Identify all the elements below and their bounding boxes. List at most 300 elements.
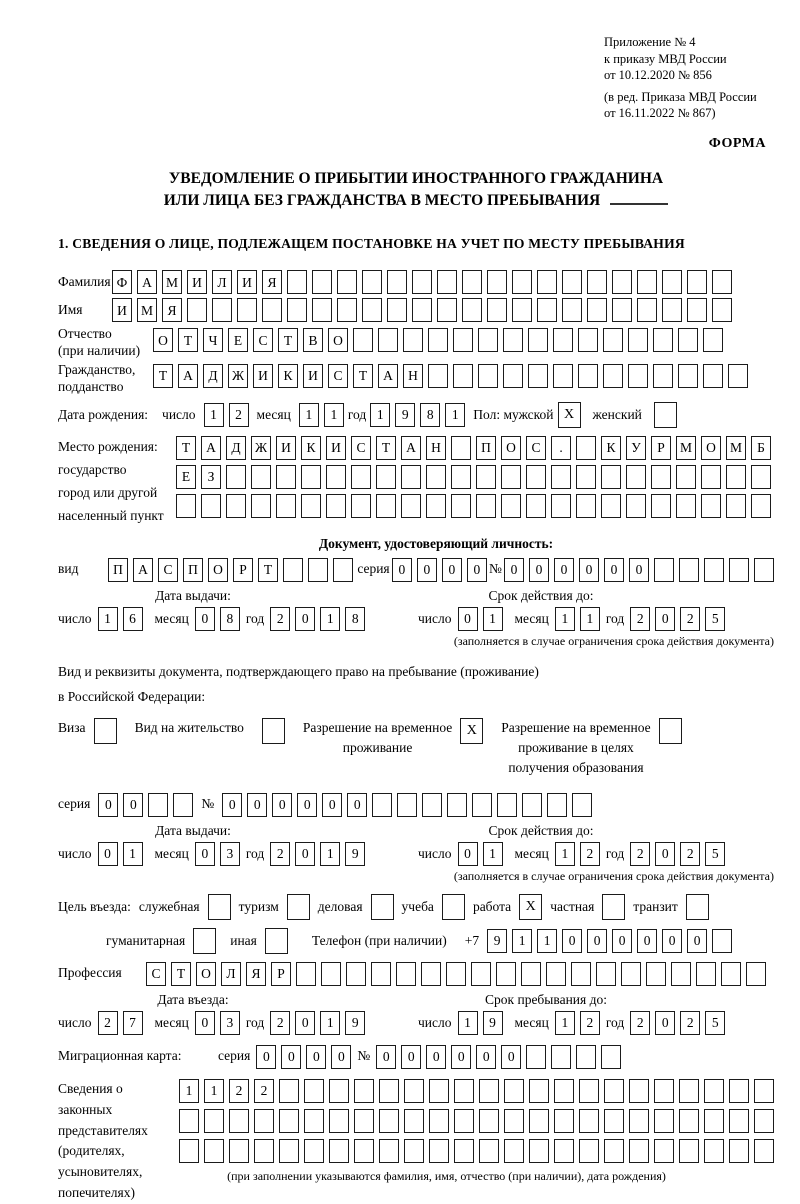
- char-box[interactable]: [626, 465, 646, 489]
- char-box[interactable]: [312, 298, 332, 322]
- char-box[interactable]: [551, 494, 571, 518]
- char-box[interactable]: [351, 465, 371, 489]
- char-box[interactable]: 9: [483, 1011, 503, 1035]
- char-box[interactable]: [179, 1139, 199, 1163]
- char-box[interactable]: [354, 1139, 374, 1163]
- char-box[interactable]: М: [676, 436, 696, 460]
- char-box[interactable]: 5: [705, 1011, 725, 1035]
- char-box[interactable]: 0: [306, 1045, 326, 1069]
- char-box[interactable]: 0: [347, 793, 367, 817]
- char-box[interactable]: [476, 465, 496, 489]
- char-box[interactable]: [337, 298, 357, 322]
- char-box[interactable]: [603, 328, 623, 352]
- char-box[interactable]: Б: [751, 436, 771, 460]
- char-box[interactable]: [362, 270, 382, 294]
- char-box[interactable]: [571, 962, 591, 986]
- char-box[interactable]: [654, 558, 674, 582]
- char-box[interactable]: [179, 1109, 199, 1133]
- char-box[interactable]: А: [133, 558, 153, 582]
- char-box[interactable]: 0: [376, 1045, 396, 1069]
- char-box[interactable]: 7: [123, 1011, 143, 1035]
- char-box[interactable]: 0: [295, 607, 315, 631]
- char-box[interactable]: 1: [179, 1079, 199, 1103]
- char-box[interactable]: [602, 894, 625, 920]
- char-box[interactable]: П: [108, 558, 128, 582]
- char-box[interactable]: [479, 1079, 499, 1103]
- char-box[interactable]: [304, 1139, 324, 1163]
- char-box[interactable]: [562, 270, 582, 294]
- char-box[interactable]: [576, 436, 596, 460]
- char-box[interactable]: И: [326, 436, 346, 460]
- char-box[interactable]: [526, 1045, 546, 1069]
- char-box[interactable]: 1: [445, 403, 465, 427]
- char-box[interactable]: [337, 270, 357, 294]
- char-box[interactable]: 1: [98, 607, 118, 631]
- char-box[interactable]: 1: [204, 403, 224, 427]
- char-box[interactable]: А: [401, 436, 421, 460]
- char-box[interactable]: 9: [345, 842, 365, 866]
- char-box[interactable]: [276, 494, 296, 518]
- char-box[interactable]: [686, 894, 709, 920]
- char-box[interactable]: [148, 793, 168, 817]
- char-box[interactable]: Ж: [251, 436, 271, 460]
- char-box[interactable]: [701, 494, 721, 518]
- char-box[interactable]: Е: [228, 328, 248, 352]
- char-box[interactable]: [601, 465, 621, 489]
- char-box[interactable]: [651, 494, 671, 518]
- char-box[interactable]: [576, 1045, 596, 1069]
- char-box[interactable]: [501, 494, 521, 518]
- char-box[interactable]: [333, 558, 353, 582]
- char-box[interactable]: [204, 1139, 224, 1163]
- char-box[interactable]: [529, 1109, 549, 1133]
- char-box[interactable]: 0: [655, 842, 675, 866]
- char-box[interactable]: 1: [204, 1079, 224, 1103]
- char-box[interactable]: X: [558, 402, 581, 428]
- char-box[interactable]: [387, 270, 407, 294]
- char-box[interactable]: [637, 298, 657, 322]
- char-box[interactable]: 0: [195, 842, 215, 866]
- char-box[interactable]: 0: [392, 558, 412, 582]
- char-box[interactable]: [654, 1109, 674, 1133]
- char-box[interactable]: 0: [612, 929, 632, 953]
- char-box[interactable]: К: [601, 436, 621, 460]
- char-box[interactable]: 0: [123, 793, 143, 817]
- char-box[interactable]: 2: [270, 842, 290, 866]
- char-box[interactable]: 1: [537, 929, 557, 953]
- char-box[interactable]: С: [328, 364, 348, 388]
- char-box[interactable]: З: [201, 465, 221, 489]
- char-box[interactable]: 3: [220, 1011, 240, 1035]
- char-box[interactable]: [537, 298, 557, 322]
- char-box[interactable]: 2: [630, 607, 650, 631]
- char-box[interactable]: [487, 298, 507, 322]
- char-box[interactable]: [229, 1109, 249, 1133]
- char-box[interactable]: [587, 298, 607, 322]
- char-box[interactable]: [726, 494, 746, 518]
- char-box[interactable]: [576, 494, 596, 518]
- char-box[interactable]: [679, 1139, 699, 1163]
- char-box[interactable]: [576, 465, 596, 489]
- char-box[interactable]: [678, 364, 698, 388]
- char-box[interactable]: [679, 558, 699, 582]
- char-box[interactable]: 1: [370, 403, 390, 427]
- char-box[interactable]: [287, 270, 307, 294]
- char-box[interactable]: [287, 298, 307, 322]
- char-box[interactable]: С: [146, 962, 166, 986]
- char-box[interactable]: 2: [580, 1011, 600, 1035]
- char-box[interactable]: [687, 270, 707, 294]
- char-box[interactable]: [254, 1139, 274, 1163]
- char-box[interactable]: [426, 494, 446, 518]
- char-box[interactable]: Л: [221, 962, 241, 986]
- char-box[interactable]: [603, 364, 623, 388]
- char-box[interactable]: [429, 1079, 449, 1103]
- char-box[interactable]: 0: [401, 1045, 421, 1069]
- char-box[interactable]: [729, 1139, 749, 1163]
- char-box[interactable]: .: [551, 436, 571, 460]
- char-box[interactable]: 0: [295, 1011, 315, 1035]
- char-box[interactable]: [187, 298, 207, 322]
- char-box[interactable]: [529, 1139, 549, 1163]
- char-box[interactable]: Т: [178, 328, 198, 352]
- char-box[interactable]: 8: [345, 607, 365, 631]
- char-box[interactable]: [526, 465, 546, 489]
- char-box[interactable]: [754, 1139, 774, 1163]
- char-box[interactable]: [601, 494, 621, 518]
- char-box[interactable]: [372, 793, 392, 817]
- char-box[interactable]: 1: [483, 607, 503, 631]
- char-box[interactable]: М: [726, 436, 746, 460]
- char-box[interactable]: [704, 1109, 724, 1133]
- char-box[interactable]: [354, 1079, 374, 1103]
- char-box[interactable]: Ж: [228, 364, 248, 388]
- char-box[interactable]: 2: [680, 842, 700, 866]
- char-box[interactable]: [678, 328, 698, 352]
- char-box[interactable]: Я: [262, 270, 282, 294]
- char-box[interactable]: [679, 1109, 699, 1133]
- char-box[interactable]: 0: [195, 1011, 215, 1035]
- char-box[interactable]: [659, 718, 682, 744]
- char-box[interactable]: Л: [212, 270, 232, 294]
- char-box[interactable]: [612, 270, 632, 294]
- char-box[interactable]: [654, 1079, 674, 1103]
- char-box[interactable]: [579, 1079, 599, 1103]
- char-box[interactable]: 2: [680, 607, 700, 631]
- char-box[interactable]: Т: [153, 364, 173, 388]
- char-box[interactable]: [412, 270, 432, 294]
- char-box[interactable]: [521, 962, 541, 986]
- char-box[interactable]: [237, 298, 257, 322]
- char-box[interactable]: 2: [270, 1011, 290, 1035]
- char-box[interactable]: Т: [258, 558, 278, 582]
- char-box[interactable]: 0: [504, 558, 524, 582]
- char-box[interactable]: [478, 328, 498, 352]
- char-box[interactable]: Т: [176, 436, 196, 460]
- char-box[interactable]: [612, 298, 632, 322]
- char-box[interactable]: [704, 558, 724, 582]
- char-box[interactable]: К: [278, 364, 298, 388]
- char-box[interactable]: [379, 1139, 399, 1163]
- char-box[interactable]: [279, 1079, 299, 1103]
- char-box[interactable]: 0: [281, 1045, 301, 1069]
- char-box[interactable]: [304, 1079, 324, 1103]
- char-box[interactable]: [404, 1139, 424, 1163]
- char-box[interactable]: [528, 328, 548, 352]
- char-box[interactable]: [428, 328, 448, 352]
- char-box[interactable]: [579, 1139, 599, 1163]
- char-box[interactable]: [254, 1109, 274, 1133]
- char-box[interactable]: [479, 1109, 499, 1133]
- char-box[interactable]: [262, 298, 282, 322]
- char-box[interactable]: [712, 270, 732, 294]
- char-box[interactable]: 0: [297, 793, 317, 817]
- char-box[interactable]: 9: [395, 403, 415, 427]
- char-box[interactable]: [578, 364, 598, 388]
- char-box[interactable]: [321, 962, 341, 986]
- char-box[interactable]: В: [303, 328, 323, 352]
- char-box[interactable]: [329, 1109, 349, 1133]
- char-box[interactable]: 0: [222, 793, 242, 817]
- char-box[interactable]: [587, 270, 607, 294]
- char-box[interactable]: С: [158, 558, 178, 582]
- char-box[interactable]: [371, 962, 391, 986]
- char-box[interactable]: И: [276, 436, 296, 460]
- char-box[interactable]: [283, 558, 303, 582]
- char-box[interactable]: [454, 1109, 474, 1133]
- char-box[interactable]: [326, 494, 346, 518]
- char-box[interactable]: 0: [655, 1011, 675, 1035]
- char-box[interactable]: [376, 465, 396, 489]
- char-box[interactable]: 0: [655, 607, 675, 631]
- char-box[interactable]: [451, 494, 471, 518]
- char-box[interactable]: О: [196, 962, 216, 986]
- char-box[interactable]: 1: [320, 1011, 340, 1035]
- char-box[interactable]: [296, 962, 316, 986]
- char-box[interactable]: А: [378, 364, 398, 388]
- char-box[interactable]: [703, 364, 723, 388]
- char-box[interactable]: Р: [233, 558, 253, 582]
- char-box[interactable]: [351, 494, 371, 518]
- char-box[interactable]: [451, 436, 471, 460]
- char-box[interactable]: 1: [555, 607, 575, 631]
- char-box[interactable]: 0: [629, 558, 649, 582]
- char-box[interactable]: [729, 1079, 749, 1103]
- char-box[interactable]: [472, 793, 492, 817]
- char-box[interactable]: [629, 1079, 649, 1103]
- char-box[interactable]: [601, 1045, 621, 1069]
- char-box[interactable]: [721, 962, 741, 986]
- char-box[interactable]: [676, 494, 696, 518]
- char-box[interactable]: 0: [98, 793, 118, 817]
- char-box[interactable]: 3: [220, 842, 240, 866]
- char-box[interactable]: [497, 793, 517, 817]
- char-box[interactable]: 9: [487, 929, 507, 953]
- char-box[interactable]: Т: [171, 962, 191, 986]
- char-box[interactable]: 6: [123, 607, 143, 631]
- char-box[interactable]: [173, 793, 193, 817]
- char-box[interactable]: [726, 465, 746, 489]
- char-box[interactable]: [629, 1109, 649, 1133]
- char-box[interactable]: [251, 494, 271, 518]
- char-box[interactable]: [504, 1079, 524, 1103]
- char-box[interactable]: [229, 1139, 249, 1163]
- char-box[interactable]: [454, 1139, 474, 1163]
- char-box[interactable]: А: [178, 364, 198, 388]
- char-box[interactable]: [504, 1139, 524, 1163]
- char-box[interactable]: [487, 270, 507, 294]
- char-box[interactable]: [703, 328, 723, 352]
- char-box[interactable]: [653, 328, 673, 352]
- char-box[interactable]: А: [137, 270, 157, 294]
- char-box[interactable]: [265, 928, 288, 954]
- char-box[interactable]: [329, 1139, 349, 1163]
- char-box[interactable]: [371, 894, 394, 920]
- char-box[interactable]: [528, 364, 548, 388]
- char-box[interactable]: [421, 962, 441, 986]
- char-box[interactable]: [553, 364, 573, 388]
- char-box[interactable]: [696, 962, 716, 986]
- char-box[interactable]: [378, 328, 398, 352]
- char-box[interactable]: X: [460, 718, 483, 744]
- char-box[interactable]: 1: [320, 842, 340, 866]
- char-box[interactable]: 0: [98, 842, 118, 866]
- char-box[interactable]: [662, 298, 682, 322]
- char-box[interactable]: [621, 962, 641, 986]
- char-box[interactable]: [662, 270, 682, 294]
- char-box[interactable]: 0: [637, 929, 657, 953]
- char-box[interactable]: [376, 494, 396, 518]
- char-box[interactable]: 0: [467, 558, 487, 582]
- char-box[interactable]: [422, 793, 442, 817]
- char-box[interactable]: [176, 494, 196, 518]
- char-box[interactable]: 2: [229, 1079, 249, 1103]
- char-box[interactable]: 2: [270, 607, 290, 631]
- char-box[interactable]: [562, 298, 582, 322]
- char-box[interactable]: [251, 465, 271, 489]
- char-box[interactable]: 0: [442, 558, 462, 582]
- char-box[interactable]: [679, 1079, 699, 1103]
- char-box[interactable]: [646, 962, 666, 986]
- char-box[interactable]: [503, 328, 523, 352]
- char-box[interactable]: [572, 793, 592, 817]
- char-box[interactable]: [276, 465, 296, 489]
- char-box[interactable]: [451, 465, 471, 489]
- char-box[interactable]: [604, 1139, 624, 1163]
- char-box[interactable]: Р: [651, 436, 671, 460]
- char-box[interactable]: [746, 962, 766, 986]
- char-box[interactable]: [579, 1109, 599, 1133]
- char-box[interactable]: [403, 328, 423, 352]
- char-box[interactable]: [262, 718, 285, 744]
- char-box[interactable]: [729, 1109, 749, 1133]
- char-box[interactable]: [404, 1109, 424, 1133]
- char-box[interactable]: [429, 1109, 449, 1133]
- char-box[interactable]: [551, 465, 571, 489]
- char-box[interactable]: [471, 962, 491, 986]
- char-box[interactable]: [704, 1139, 724, 1163]
- char-box[interactable]: [308, 558, 328, 582]
- char-box[interactable]: 2: [580, 842, 600, 866]
- char-box[interactable]: У: [626, 436, 646, 460]
- char-box[interactable]: [712, 929, 732, 953]
- char-box[interactable]: [329, 1079, 349, 1103]
- char-box[interactable]: 0: [587, 929, 607, 953]
- char-box[interactable]: 1: [555, 1011, 575, 1035]
- char-box[interactable]: [547, 793, 567, 817]
- char-box[interactable]: И: [237, 270, 257, 294]
- char-box[interactable]: 1: [512, 929, 532, 953]
- char-box[interactable]: 1: [580, 607, 600, 631]
- char-box[interactable]: [551, 1045, 571, 1069]
- char-box[interactable]: [503, 364, 523, 388]
- char-box[interactable]: [654, 402, 677, 428]
- char-box[interactable]: [312, 270, 332, 294]
- char-box[interactable]: [628, 328, 648, 352]
- char-box[interactable]: [522, 793, 542, 817]
- char-box[interactable]: [729, 558, 749, 582]
- char-box[interactable]: [628, 364, 648, 388]
- char-box[interactable]: [94, 718, 117, 744]
- char-box[interactable]: 0: [687, 929, 707, 953]
- char-box[interactable]: 1: [555, 842, 575, 866]
- char-box[interactable]: О: [153, 328, 173, 352]
- char-box[interactable]: [478, 364, 498, 388]
- char-box[interactable]: 0: [195, 607, 215, 631]
- char-box[interactable]: И: [187, 270, 207, 294]
- char-box[interactable]: Я: [246, 962, 266, 986]
- char-box[interactable]: И: [253, 364, 273, 388]
- char-box[interactable]: 0: [529, 558, 549, 582]
- char-box[interactable]: [728, 364, 748, 388]
- char-box[interactable]: [604, 1109, 624, 1133]
- char-box[interactable]: О: [208, 558, 228, 582]
- char-box[interactable]: 0: [604, 558, 624, 582]
- char-box[interactable]: 9: [345, 1011, 365, 1035]
- char-box[interactable]: К: [301, 436, 321, 460]
- char-box[interactable]: [554, 1139, 574, 1163]
- char-box[interactable]: Н: [403, 364, 423, 388]
- char-box[interactable]: О: [701, 436, 721, 460]
- char-box[interactable]: Т: [278, 328, 298, 352]
- char-box[interactable]: [687, 298, 707, 322]
- char-box[interactable]: 0: [295, 842, 315, 866]
- char-box[interactable]: 5: [705, 842, 725, 866]
- char-box[interactable]: [578, 328, 598, 352]
- char-box[interactable]: 0: [256, 1045, 276, 1069]
- char-box[interactable]: [437, 298, 457, 322]
- char-box[interactable]: 2: [630, 1011, 650, 1035]
- char-box[interactable]: П: [476, 436, 496, 460]
- char-box[interactable]: [546, 962, 566, 986]
- char-box[interactable]: И: [303, 364, 323, 388]
- char-box[interactable]: 2: [229, 403, 249, 427]
- char-box[interactable]: 1: [458, 1011, 478, 1035]
- char-box[interactable]: [353, 328, 373, 352]
- char-box[interactable]: [653, 364, 673, 388]
- char-box[interactable]: [442, 894, 465, 920]
- char-box[interactable]: [651, 465, 671, 489]
- char-box[interactable]: [554, 1079, 574, 1103]
- char-box[interactable]: Т: [376, 436, 396, 460]
- char-box[interactable]: [396, 962, 416, 986]
- char-box[interactable]: [501, 465, 521, 489]
- char-box[interactable]: [704, 1079, 724, 1103]
- char-box[interactable]: 0: [554, 558, 574, 582]
- char-box[interactable]: [397, 793, 417, 817]
- char-box[interactable]: [512, 298, 532, 322]
- char-box[interactable]: [226, 465, 246, 489]
